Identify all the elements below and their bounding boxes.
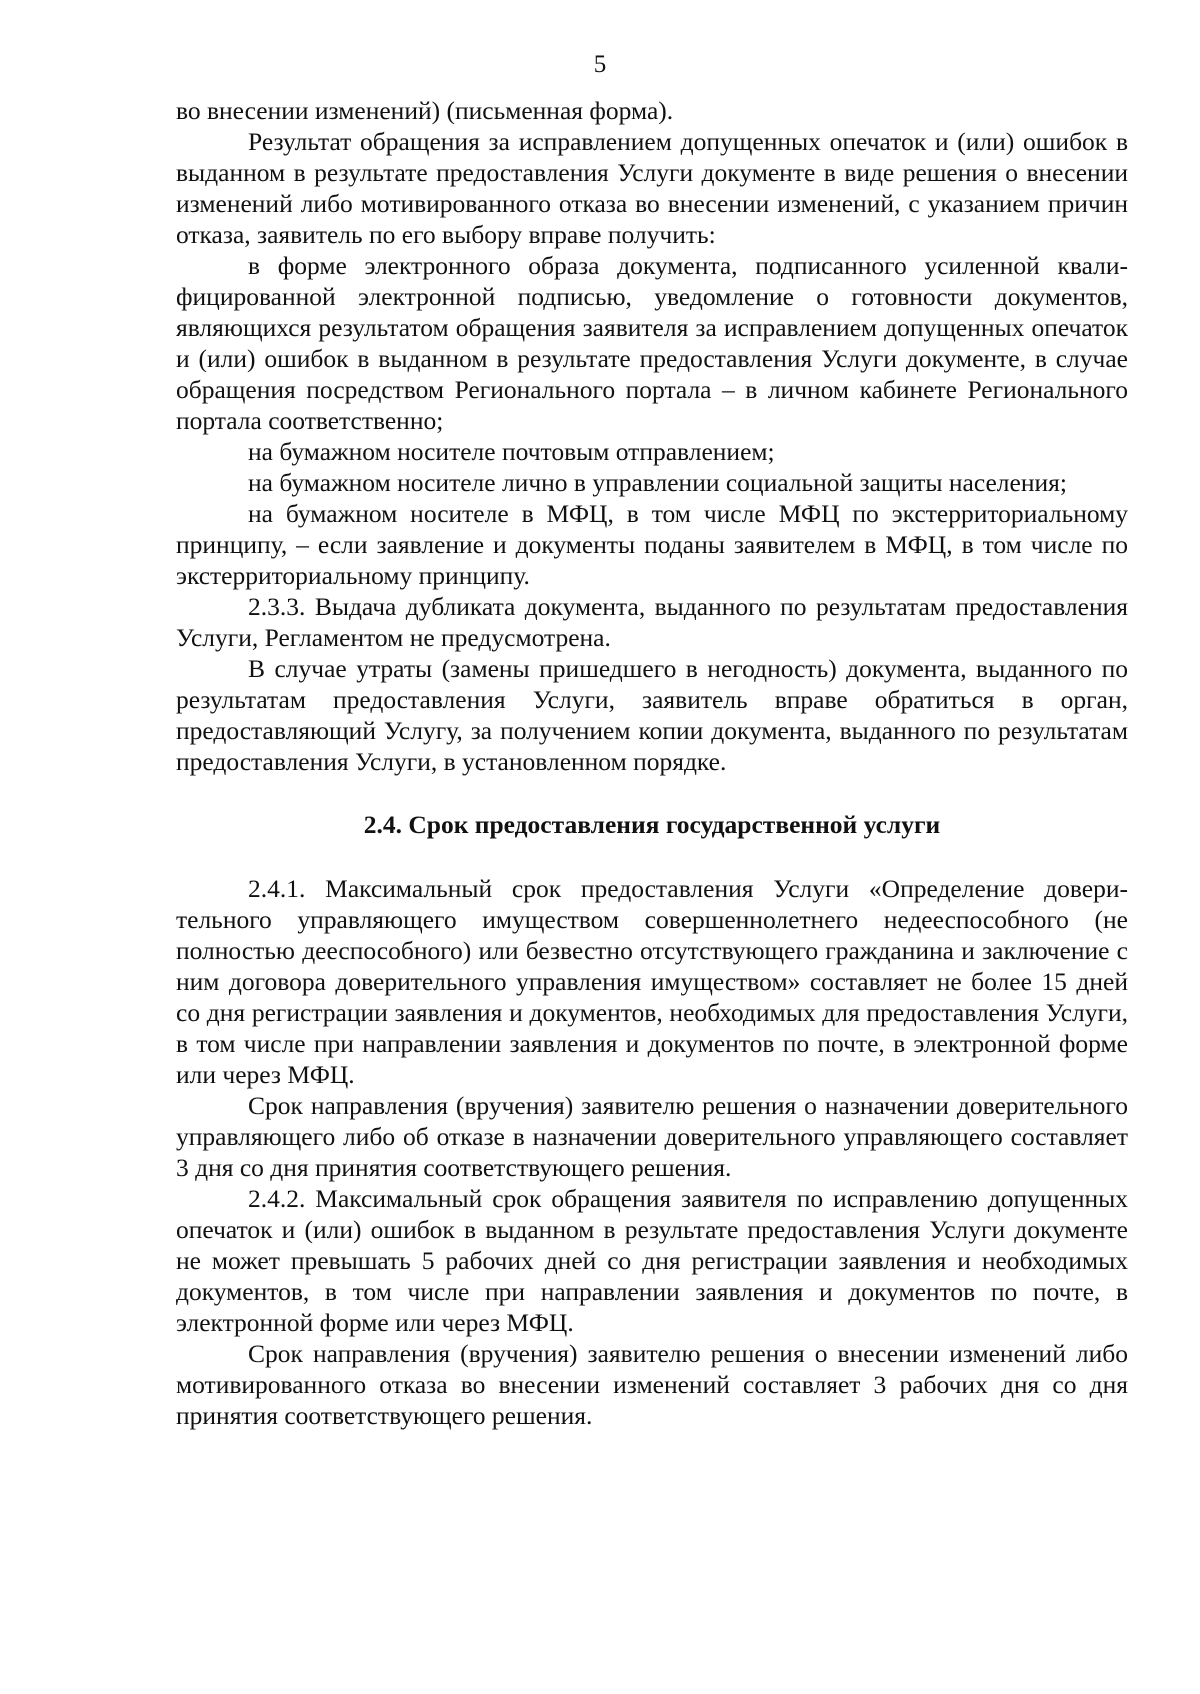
paragraph-electronic-form: в форме электронного образа документа, подписанного усиленной квалифицированной электронной подписью, уведомление о готовности документов, являющихся результатом обращения заявителя за исправлением допущенных опечаток и (или) ошибок в выданном в результате предоставления Услуги документе, в случае обращения посредством Регионального портала – в личном кабинете Регионального портала соответственно; [176, 251, 1128, 435]
paragraph-2-3-3: 2.3.3. Выдача дубликата документа, выданного по результатам предоставления Услуги, Регламентом не предусмотрена. [176, 592, 1128, 652]
paragraph-mfc: на бумажном носителе в МФЦ, в том числе МФЦ по экстерриториальному принципу, – если заявление и документы поданы заявителем в МФЦ, в том числе по экстерриториальному принципу. [176, 499, 1128, 590]
paragraph-in-person: на бумажном носителе лично в управлении социальной защиты населения; [248, 468, 1067, 497]
document-body [176, 95, 1128, 1431]
paragraph-2-4-1: 2.4.1. Максимальный срок предоставления Услуги «Определение доверительного управляющего имуществом совершеннолетнего недееспособного (не полностью дееспособного) или безвестно отсутствующего гражданина и заключение с ним договора доверительного управления имуществом» составляет не более 15 дней со дня регистрации заявления и документов, необходимых для предоставления Услуги, в том числе при направлении заявления и документов по почте, в электронной форме или через МФЦ. [176, 874, 1128, 1089]
paragraph-postal: на бумажном носителе почтовым отправлением; [248, 437, 775, 466]
paragraph-change-decision-delivery: Срок направления (вручения) заявителю решения о внесении изменений либо мотивированного отказа во внесении изменений составляет 3 рабочих дня со дня принятия соответствующего решения. [176, 1339, 1128, 1430]
paragraph-2-4-2: 2.4.2. Максимальный срок обращения заявителя по исправлению допущенных опечаток и (или) ошибок в выданном в результате предоставления Услуги документе не может превышать 5 рабочих дней со дня регистрации заявления и необходимых документов, в том числе при направлении заявления и документов по почте, в электронной форме или через МФЦ. [176, 1184, 1128, 1337]
paragraph-loss-of-document: В случае утраты (замены пришедшего в негодность) документа, выданного по результатам предоставления Услуги, заявитель вправе обратиться в орган, предоставляющий Услугу, за получением копии документа, выданного по результатам предоставления Услуги, в установленном порядке. [176, 654, 1128, 776]
page-number: 5 [593, 51, 607, 78]
paragraph-decision-delivery: Срок направления (вручения) заявителю решения о назначении доверительного управляющего либо об отказе в назначении доверительного управляющего составляет 3 дня со дня принятия соответствующего решения. [176, 1091, 1128, 1182]
section-heading-2-4: 2.4. Срок предоставления государственной услуги [363, 810, 941, 839]
paragraph-result-of-correction: Результат обращения за исправлением допущенных опечаток и (или) ошибок в выданном в результате предоставления Услуги документе в виде решения о внесении изменений либо мотивированного отказа во внесении изменений, с указанием причин отказа, заявитель по его выбору вправе получить: [176, 127, 1128, 249]
paragraph-continuation: во внесении изменений) (письменная форма). [176, 96, 674, 125]
